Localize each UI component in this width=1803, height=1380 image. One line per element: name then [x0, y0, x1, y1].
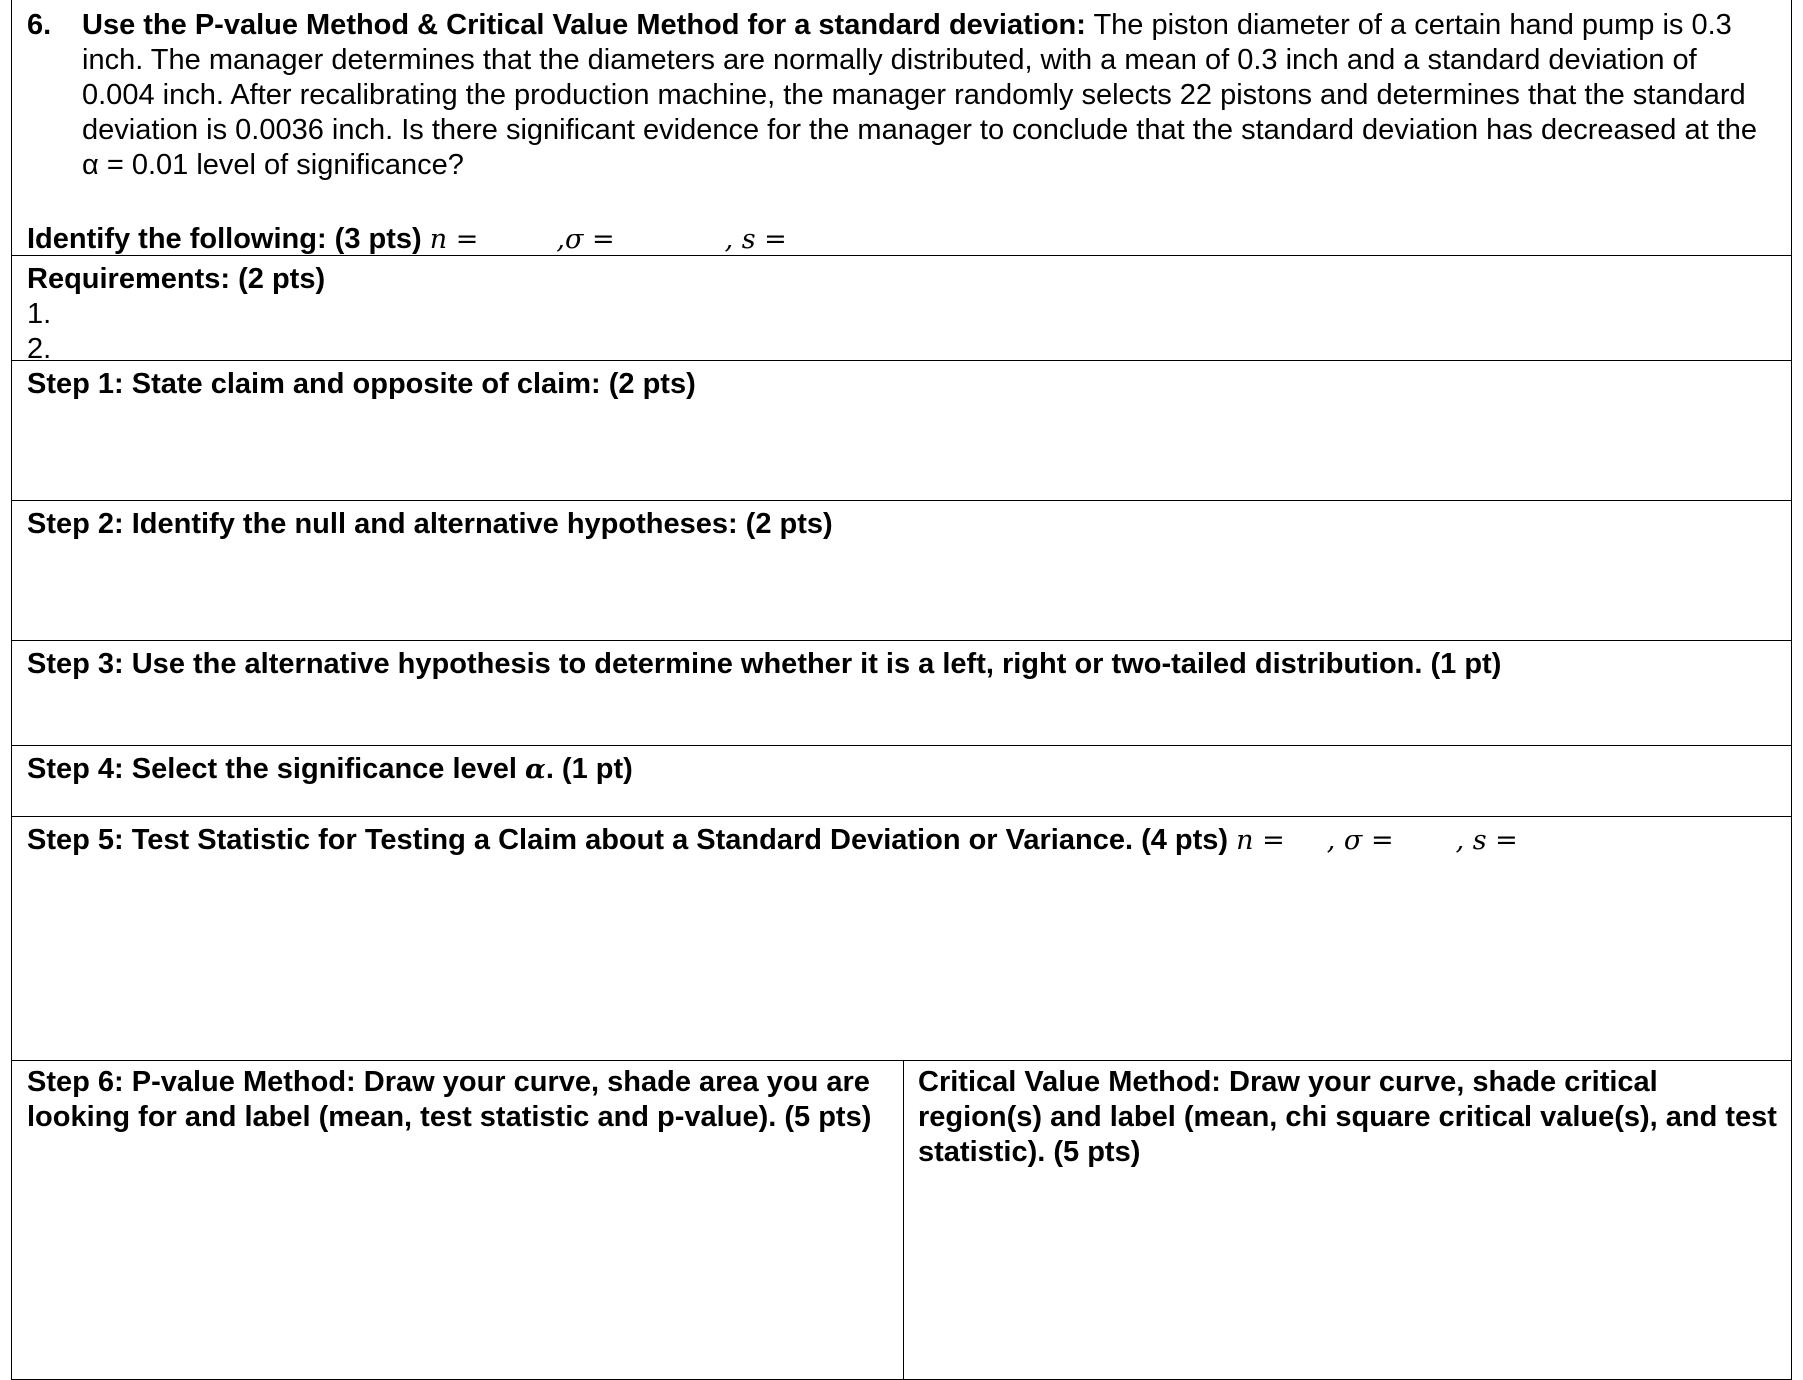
identify-label: Identify the following: (3 pts) [27, 223, 422, 255]
step5-label: Step 5: Test Statistic for Testing a Claim about a Standard Deviation or Variance. (4 pts) [27, 824, 1229, 856]
identify-line [27, 222, 787, 257]
question-body: The piston diameter of a certain hand pump is 0.3 inch. The manager determines that the diameters are normally distributed, with a mean of 0.3 inch and a standard deviation of 0.004 inch. After recalibrating the production machine, the manager randomly selects 22 pistons and determines that the standard deviation is 0.0036 inch. Is there significant evidence for the manager to conclude that the standard deviation has decreased at the α = 0.01 level of significance? [82, 9, 1758, 181]
step4-label [27, 752, 633, 787]
question-title: Use the P-value Method & Critical Value Method for a standard deviation: [82, 9, 1086, 41]
step5-sigma: , σ = [1326, 825, 1394, 856]
identify-sigma: ,σ = [556, 224, 615, 255]
step3-section [12, 641, 1791, 746]
question-number: 6. [27, 9, 52, 41]
column-divider [903, 1061, 904, 1379]
worksheet [11, 0, 1792, 1380]
requirement-item: 1. [27, 298, 52, 330]
requirement-item: 2. [27, 333, 52, 365]
step6-critical-label: Critical Value Method: Draw your curve, shade critical region(s) and label (mean, chi square critical value(s), and test statistic). (5 pts) [918, 1066, 1777, 1168]
step5-line [27, 823, 1518, 858]
step2-label: Step 2: Identify the null and alternative hypotheses: (2 pts) [27, 508, 833, 540]
step4-text: Step 4: Select the significance level [27, 753, 526, 785]
requirements-label: Requirements: (2 pts) [27, 263, 326, 295]
step3-label: Step 3: Use the alternative hypothesis to determine whether it is a left, right or two-tailed distribution. (1 pt) [27, 648, 1502, 680]
requirements-list [27, 262, 325, 367]
step4-text-end: . (1 pt) [545, 753, 633, 785]
step4-section [12, 746, 1791, 817]
step1-label: Step 1: State claim and opposite of claim: (2 pts) [27, 368, 696, 400]
identify-n: n = [429, 224, 479, 255]
identify-s: , s = [724, 224, 787, 255]
alpha-symbol: α [525, 754, 546, 785]
step6-pvalue-label: Step 6: P-value Method: Draw your curve, shade area you are looking for and label (mean, test statistic and p-value). (5 pts) [27, 1066, 872, 1133]
question-text [27, 8, 1777, 183]
step1-section [12, 361, 1791, 501]
step5-section [12, 817, 1791, 1061]
step2-section [12, 501, 1791, 641]
step6-section [12, 1061, 1791, 1380]
question-block [12, 0, 1791, 256]
requirements-section [12, 256, 1791, 365]
step5-s: , s = [1455, 825, 1518, 856]
step5-n: n = [1236, 825, 1285, 856]
